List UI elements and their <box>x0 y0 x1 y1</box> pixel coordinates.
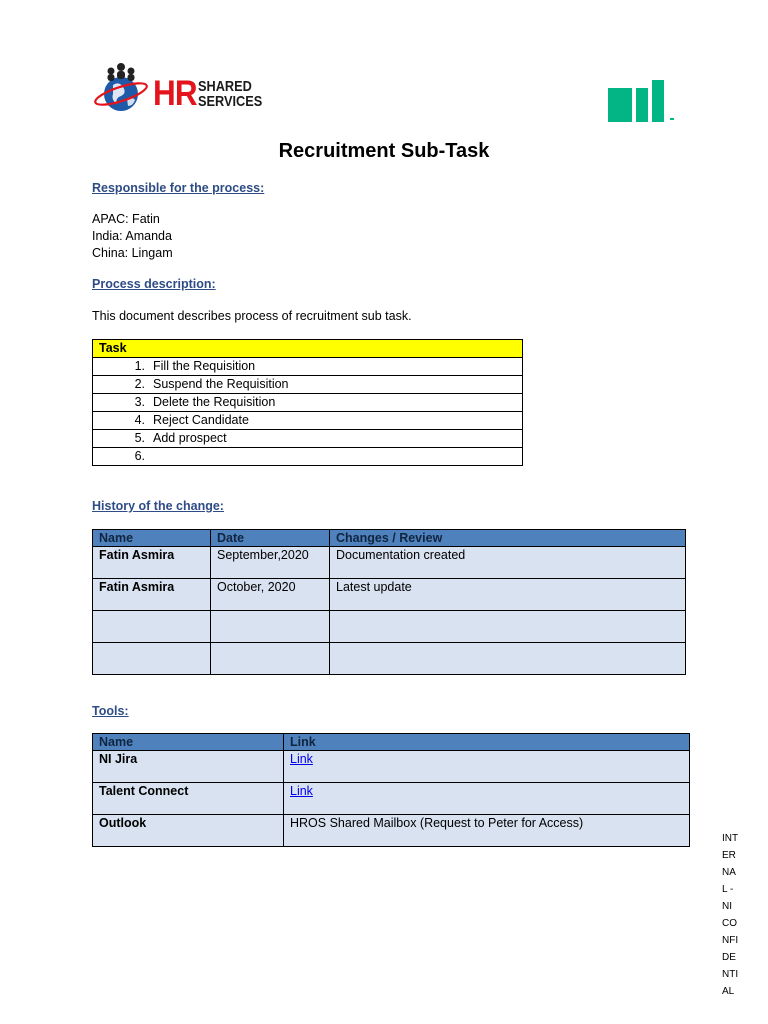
task-label: Add prospect <box>153 431 227 445</box>
task-header-cell: Task <box>93 340 523 358</box>
task-number: 4. <box>134 413 145 427</box>
classification-fragment: CO <box>722 918 737 929</box>
table-row <box>93 783 690 815</box>
globe-people-icon <box>93 61 151 115</box>
table-row <box>93 412 523 430</box>
ni-logo-icon <box>608 80 678 124</box>
hr-logo-letters: HR <box>153 74 197 113</box>
history-header-row <box>93 530 686 547</box>
talent-connect-link[interactable]: Link <box>290 784 313 798</box>
tools-header-row <box>93 734 690 751</box>
table-row <box>93 547 686 579</box>
table-row <box>93 643 686 675</box>
history-heading: History of the change: <box>92 499 224 513</box>
history-col-name: Name <box>93 530 211 547</box>
table-row <box>93 815 690 847</box>
classification-fragment: DE <box>722 952 736 963</box>
responsible-list <box>92 211 173 262</box>
responsible-apac: APAC: Fatin <box>92 212 160 226</box>
history-changes-cell: Documentation created <box>330 547 686 579</box>
history-name-cell: Fatin Asmira <box>93 579 211 611</box>
tools-table <box>92 733 690 847</box>
task-table <box>92 339 523 466</box>
tool-link-cell: HROS Shared Mailbox (Request to Peter for Access) <box>284 815 690 847</box>
tool-link-cell <box>284 751 690 783</box>
tool-link-cell <box>284 783 690 815</box>
tool-name-cell: NI Jira <box>93 751 284 783</box>
classification-fragment: AL <box>722 986 735 997</box>
tools-col-link: Link <box>284 734 690 751</box>
classification-label <box>722 830 752 1000</box>
table-row <box>93 376 523 394</box>
task-label: Suspend the Requisition <box>153 377 289 391</box>
task-table-header-row <box>93 340 523 358</box>
process-text: This document describes process of recruitment sub task. <box>92 309 412 323</box>
table-row <box>93 611 686 643</box>
history-name-cell <box>93 611 211 643</box>
classification-fragment: NTI <box>722 969 739 980</box>
table-row <box>93 394 523 412</box>
hr-shared-services-logo <box>93 61 303 121</box>
classification-fragment: NA <box>722 867 736 878</box>
hr-logo-words <box>198 79 262 109</box>
history-changes-cell: Latest update <box>330 579 686 611</box>
history-date-cell <box>211 643 330 675</box>
responsible-india: India: Amanda <box>92 229 172 243</box>
ni-jira-link[interactable]: Link <box>290 752 313 766</box>
classification-fragment: NFI <box>722 935 739 946</box>
table-row <box>93 579 686 611</box>
history-col-changes: Changes / Review <box>330 530 686 547</box>
hr-logo-word-services: SERVICES <box>198 93 263 110</box>
classification-fragment: ER <box>722 850 736 861</box>
process-heading: Process description: <box>92 277 216 291</box>
history-name-cell: Fatin Asmira <box>93 547 211 579</box>
history-date-cell: October, 2020 <box>211 579 330 611</box>
responsible-heading: Responsible for the process: <box>92 181 265 195</box>
history-changes-cell <box>330 643 686 675</box>
task-number: 6. <box>134 449 145 463</box>
task-label: Delete the Requisition <box>153 395 276 409</box>
history-name-cell <box>93 643 211 675</box>
table-row <box>93 751 690 783</box>
task-number: 1. <box>134 359 145 373</box>
history-date-cell <box>211 611 330 643</box>
tool-name-cell: Talent Connect <box>93 783 284 815</box>
history-table <box>92 529 686 675</box>
table-row <box>93 358 523 376</box>
table-row <box>93 430 523 448</box>
table-row <box>93 448 523 466</box>
tool-name-cell: Outlook <box>93 815 284 847</box>
responsible-china: China: Lingam <box>92 246 173 260</box>
task-label: Reject Candidate <box>153 413 249 427</box>
page-title: Recruitment Sub-Task <box>278 140 490 162</box>
history-date-cell: September,2020 <box>211 547 330 579</box>
classification-fragment: L - <box>722 884 734 895</box>
classification-fragment: NI <box>722 901 732 912</box>
task-number: 2. <box>134 377 145 391</box>
tools-heading: Tools: <box>92 704 129 718</box>
task-label: Fill the Requisition <box>153 359 256 373</box>
task-number: 3. <box>134 395 145 409</box>
tools-col-name: Name <box>93 734 284 751</box>
classification-fragment: INT <box>722 833 739 844</box>
task-number: 5. <box>134 431 145 445</box>
hr-logo-word-shared: SHARED <box>198 78 252 95</box>
history-col-date: Date <box>211 530 330 547</box>
history-changes-cell <box>330 611 686 643</box>
